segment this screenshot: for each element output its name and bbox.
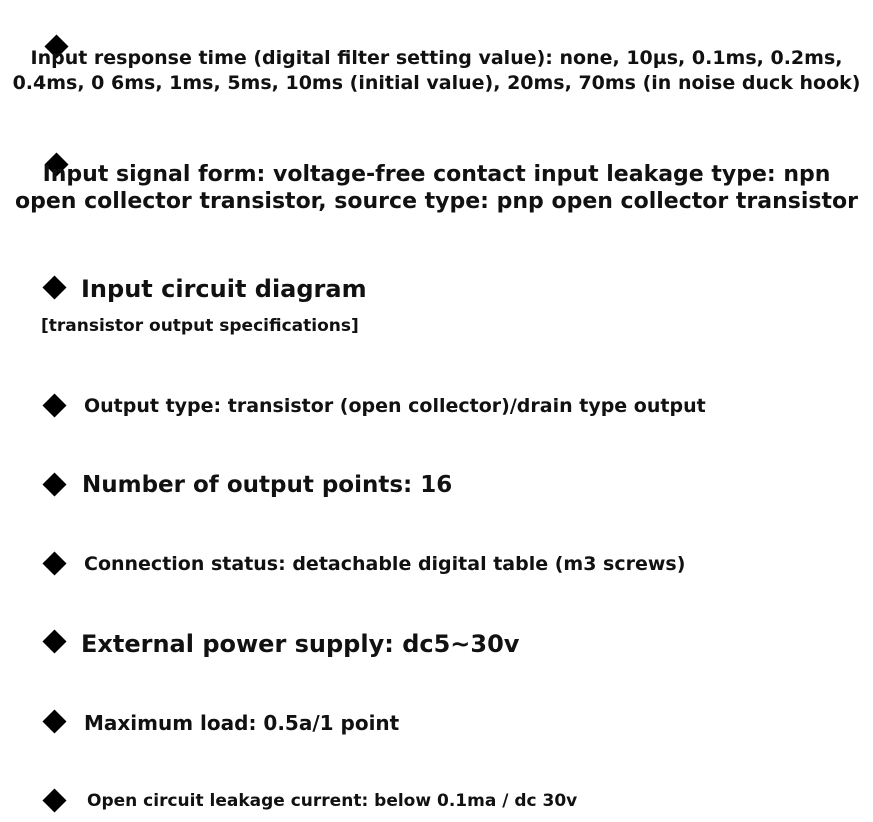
external-power-supply-spec: External power supply: dc5~30v [81, 630, 520, 658]
bullet-diamond-icon [42, 709, 66, 733]
connection-status-spec: Connection status: detachable digital table (m3 screws) [84, 553, 686, 575]
maximum-load-spec: Maximum load: 0.5a/1 point [84, 711, 400, 735]
bullet-diamond-icon [42, 393, 66, 417]
input-signal-form-line-1: Input signal form: voltage-free contact input leakage type: npn [42, 162, 831, 187]
output-points-spec: Number of output points: 16 [82, 472, 453, 498]
bullet-diamond-icon [42, 551, 66, 575]
bullet-diamond-icon [42, 629, 66, 653]
leakage-current-spec: Open circuit leakage current: below 0.1ma / dc 30v [87, 791, 578, 811]
input-response-time-line-1: Input response time (digital filter setting value): none, 10µs, 0.1ms, 0.2ms, [30, 47, 843, 69]
input-circuit-diagram-heading: Input circuit diagram [81, 275, 367, 303]
transistor-output-specifications-label: [transistor output specifications] [41, 316, 359, 336]
input-signal-form-line-2: open collector transistor, source type: pnp open collector transistor [15, 189, 858, 214]
bullet-diamond-icon [42, 788, 66, 812]
bullet-diamond-icon [42, 472, 66, 496]
output-type-spec: Output type: transistor (open collector)/drain type output [84, 395, 706, 417]
bullet-diamond-icon [42, 275, 66, 299]
input-response-time-line-2: 0.4ms, 0 6ms, 1ms, 5ms, 10ms (initial value), 20ms, 70ms (in noise duck hook) [12, 72, 861, 94]
